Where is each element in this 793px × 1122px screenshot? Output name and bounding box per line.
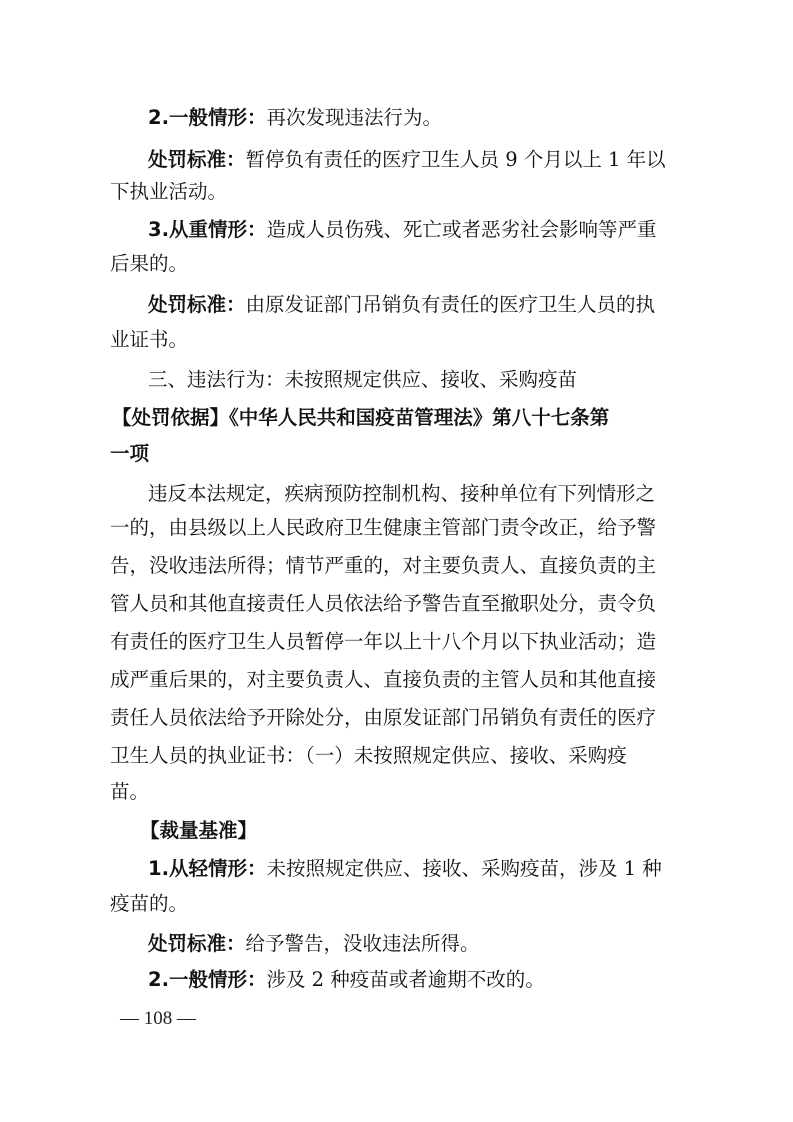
line-text: 告，没收违法所得；情节严重的，对主要负责人、直接负责的主: [110, 554, 657, 577]
line-text: 疫苗的。: [110, 892, 189, 915]
bold-label: 处罚标准：: [148, 293, 246, 316]
paragraph-line: [0, 960, 793, 1000]
paragraph-line: [0, 172, 793, 212]
line-text: 造成人员伤残、死亡或者恶劣社会影响等严重: [266, 218, 657, 241]
benchmark-heading: [0, 811, 793, 851]
page-number: — 108 —: [120, 1008, 196, 1029]
bold-label: 2.一般情形：: [148, 968, 267, 991]
section-heading: [0, 360, 793, 400]
line-text: 责任人员依法给予开除处分，由原发证部门吊销负有责任的医疗: [110, 706, 657, 729]
paragraph-line: [0, 736, 793, 776]
paragraph-line: [0, 584, 793, 624]
line-text: 后果的。: [110, 252, 189, 275]
line-text: 成严重后果的，对主要负责人、直接负责的主管人员和其他直接: [110, 668, 657, 691]
paragraph-line: [0, 546, 793, 586]
line-text: 下执业活动。: [110, 180, 228, 203]
line-text: 【处罚依据】《中华人民共和国疫苗管理法》第八十七条第: [112, 406, 610, 429]
line-text: 业证书。: [110, 328, 189, 351]
bold-label: 2.一般情形：: [148, 106, 267, 129]
bold-label: 处罚标准：: [148, 932, 246, 955]
line-text: 违反本法规定，疾病预防控制机构、接种单位有下列情形之: [148, 482, 656, 505]
bold-label: 处罚标准：: [148, 148, 246, 171]
line-text: 暂停负有责任的医疗卫生人员 9 个月以上 1 年以: [245, 148, 666, 171]
paragraph-line: [0, 98, 793, 138]
paragraph-line: [0, 772, 793, 812]
basis-heading: [0, 434, 793, 474]
line-text: 有责任的医疗卫生人员暂停一年以上十八个月以下执业活动；造: [110, 630, 657, 653]
paragraph-line: [0, 698, 793, 738]
paragraph-line: [0, 508, 793, 548]
line-text: 【裁量基准】: [140, 819, 258, 842]
line-text: 由原发证部门吊销负有责任的医疗卫生人员的执: [245, 293, 656, 316]
paragraph-line: [0, 244, 793, 284]
line-text: 管人员和其他直接责任人员依法给予警告直至撤职处分，责令负: [110, 592, 657, 615]
bold-label: 1.从轻情形：: [148, 857, 267, 880]
line-text: 涉及 2 种疫苗或者逾期不改的。: [266, 968, 545, 991]
paragraph-line: [0, 320, 793, 360]
paragraph-line: [0, 884, 793, 924]
paragraph-line: [0, 285, 793, 325]
basis-heading: [0, 398, 793, 438]
line-text: 卫生人员的执业证书：（一）未按照规定供应、接收、采购疫: [110, 744, 627, 767]
bold-label: 3.从重情形：: [148, 218, 267, 241]
line-text: 三、违法行为：未按照规定供应、接收、采购疫苗: [148, 368, 578, 391]
line-text: 再次发现违法行为。: [266, 106, 442, 129]
paragraph-line: [0, 660, 793, 700]
line-text: 苗。: [110, 780, 150, 803]
line-text: 一项: [110, 442, 150, 465]
line-text: 未按照规定供应、接收、采购疫苗，涉及 1 种: [266, 857, 662, 880]
line-text: 给予警告，没收违法所得。: [245, 932, 480, 955]
paragraph-line: [0, 622, 793, 662]
line-text: 一的，由县级以上人民政府卫生健康主管部门责令改正，给予警: [110, 516, 657, 539]
paragraph-line: [0, 924, 793, 964]
paragraph-line: [0, 849, 793, 889]
